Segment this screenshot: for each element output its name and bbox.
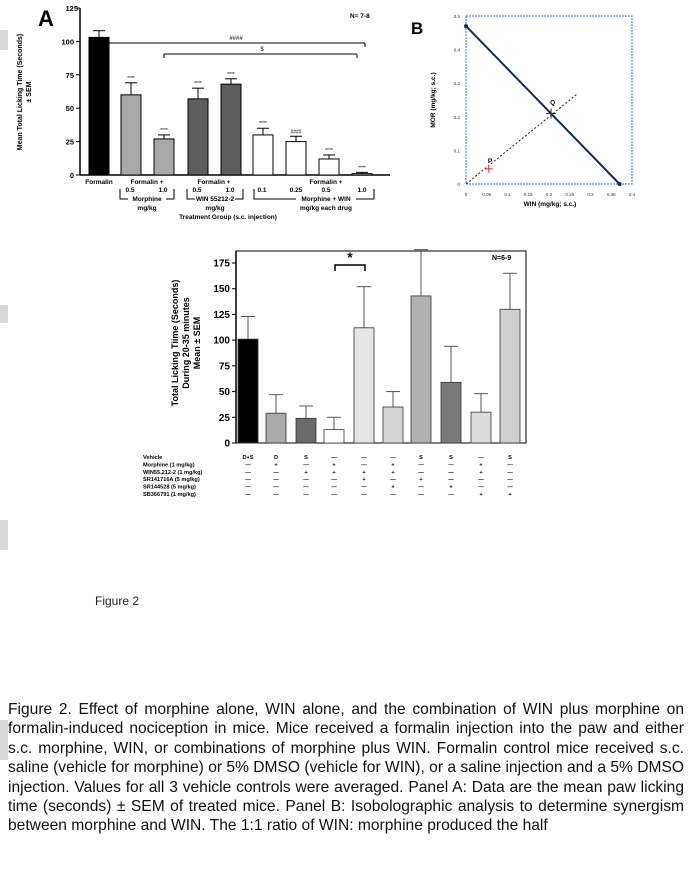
panel-a-bar-stars: **** <box>325 147 333 154</box>
panel-a-bar <box>319 159 339 175</box>
group-morphine-dose-1: 0.5 <box>125 187 135 194</box>
panel-c-cell: — <box>245 462 251 469</box>
panel-c-row-label: Morphine (1 mg/kg) <box>143 462 195 469</box>
panel-a-bar-stars: **** <box>127 75 135 82</box>
panel-c-bar <box>238 339 258 443</box>
panel-c-cell: — <box>478 484 484 491</box>
group-formalin-label: Formalin <box>85 179 113 186</box>
panel-c-cell: + <box>419 477 423 484</box>
panel-c-cell: — <box>478 455 484 461</box>
panel-c-cell: — <box>390 477 396 484</box>
panel-a-bar <box>221 84 241 175</box>
panel-c-bar <box>471 412 491 443</box>
panel-c-ytick-label: 100 <box>213 335 230 347</box>
point-p-label: P <box>487 157 493 165</box>
panel-c-cell: — <box>418 492 424 498</box>
panel-c-cell: — <box>448 462 454 469</box>
panel-c-cell: + <box>479 462 483 469</box>
panel-c-cell: — <box>507 469 513 476</box>
panel-c-cell: + <box>304 469 308 476</box>
panel-c-chart <box>100 240 550 520</box>
group-combo-sub: Morphine + WIN <box>301 196 351 203</box>
panel-b-ytick-label: 0.5 <box>453 14 460 19</box>
panel-c-cell: — <box>448 469 454 476</box>
panel-c-cell: + <box>479 492 483 498</box>
panel-b-ytick-label: 0.4 <box>453 47 460 53</box>
panel-c-cell: — <box>331 484 337 491</box>
panel-c-cell: + <box>391 462 395 469</box>
panel-c-cell: D <box>273 455 279 461</box>
group-combo-dose-3: 0.5 <box>321 187 331 194</box>
panel-c-cell: — <box>507 477 513 484</box>
panel-c-bar <box>500 309 520 443</box>
panel-a-n-label: N= 7-8 <box>350 13 370 20</box>
panel-c-cell: — <box>418 484 424 491</box>
panel-a-xlabel: Treatment Group (s.c. injection) <box>179 214 277 221</box>
panel-c-bar <box>324 430 344 443</box>
panel-a-label: A <box>38 6 54 31</box>
panel-c-cell: + <box>362 469 366 476</box>
panel-c-cell: — <box>245 477 251 484</box>
panel-c-bar <box>266 413 286 443</box>
panel-a-sig-top: #### <box>229 36 243 42</box>
panel-c-cell: + <box>362 477 366 484</box>
panel-c-cell: — <box>390 492 396 498</box>
panel-a-ytick-label: 100 <box>61 37 74 47</box>
group-morphine-sub: Morphine <box>132 196 162 203</box>
left-edge-mark <box>0 720 8 760</box>
panel-c-cell: + <box>391 469 395 476</box>
panel-a-bar-stars: **** <box>194 81 202 88</box>
panel-c-cell: S <box>419 455 423 461</box>
panel-c-n-label: N=6-9 <box>492 255 512 262</box>
panel-a-ytick-label: 25 <box>65 137 74 147</box>
panel-b-xtick-label: 0.4 <box>628 192 636 197</box>
panel-a-bar <box>89 37 109 175</box>
panel-b-label: B <box>411 19 424 38</box>
figure-label: Figure 2 <box>95 594 140 608</box>
panel-c-cell: + <box>274 462 278 469</box>
panel-c-bar <box>441 382 461 443</box>
panel-b-xtick-label: 0.1 <box>504 192 511 197</box>
panel-a-ytick-label: 0 <box>69 171 74 180</box>
panel-a-bar <box>154 139 174 175</box>
panel-c-cell: — <box>418 462 424 469</box>
panel-c-ylabel-range: During 20-35 minutes <box>181 297 191 389</box>
panel-a-bar <box>121 95 141 175</box>
left-edge-mark <box>0 305 8 323</box>
panel-a-ytick-label: 50 <box>65 104 74 114</box>
group-combo-title: Formalin + <box>309 179 343 186</box>
panel-c-bar <box>296 418 316 443</box>
panel-c-cell: S <box>304 455 308 461</box>
panel-c-cell: — <box>303 492 309 498</box>
panel-c-cell: — <box>478 477 484 484</box>
panel-b-xtick-label: 0 <box>464 192 468 197</box>
panel-c-ylabel: Total Licking Tiime (Seconds) <box>170 279 180 407</box>
panel-c-cell: + <box>332 462 336 469</box>
panel-a-bar <box>188 99 208 175</box>
group-win-title: Formalin + <box>197 179 231 186</box>
group-win-dose-2: 1.0 <box>225 187 235 194</box>
panel-c-ytick-label: 175 <box>213 258 230 270</box>
panel-c-sig-bracket <box>335 265 365 271</box>
panel-c-cell: — <box>448 492 454 498</box>
panel-b-xlabel: WIN (mg/kg; s.c.) <box>523 201 577 208</box>
panel-b-ylabel: MOR (mg/kg; s.c.) <box>430 72 437 128</box>
panel-b-ytick-label: 0.1 <box>453 148 460 154</box>
group-combo-dose-2: 0.25 <box>289 187 303 194</box>
figure-caption: Figure 2. Effect of morphine alone, WIN alone, and the combination of WIN plus morphine on formalin-induced nociception in mice. Mice received a formalin injection into the paw and either s.c. morphine, WIN, or combinations of morphine plus WIN. Formalin control mice received s.c. saline (vehicle for morphine) or 5% DMSO (vehicle for WIN), or a saline injection and a 5% DMSO injection. Values for all 3 vehicle controls were averaged. Panel A: Data are the mean paw licking time (seconds) ± SEM of treated mice. Panel B: Isobolographic analysis to determine synergism between morphine and WIN. The 1:1 ratio of WIN: morphine produced the half <box>8 701 684 835</box>
panel-c-cell: — <box>303 484 309 491</box>
panel-c-cell: — <box>361 484 367 491</box>
panel-c-cell: + <box>508 492 512 498</box>
panel-c-cell: — <box>418 469 424 476</box>
group-win-unit: mg/kg <box>205 205 225 212</box>
panel-c-sig: * <box>347 249 353 265</box>
panel-c-cell: — <box>303 477 309 484</box>
panel-b-chart <box>395 0 692 232</box>
panel-a-bar-stars: **** <box>227 71 235 78</box>
panel-c-cell: — <box>303 462 309 469</box>
panel-c-cell: — <box>273 484 279 491</box>
panel-c-ytick-label: 25 <box>218 412 230 424</box>
group-morphine-title: Formalin + <box>130 179 164 186</box>
panel-b-xtick-label: 0.3 <box>587 192 594 197</box>
panel-b-ytick-label: 0.2 <box>453 114 460 120</box>
panel-a-bar <box>253 135 273 175</box>
panel-c-cell: — <box>245 469 251 476</box>
panel-b-ytick-label: 0.3 <box>453 81 460 87</box>
left-edge-mark <box>0 520 8 550</box>
panel-c-cell: — <box>361 492 367 498</box>
panel-b-ytick-label: 0 <box>457 182 460 187</box>
panel-c-ylabel-sem: Mean ± SEM <box>192 316 202 370</box>
panel-c-cell: + <box>479 469 483 476</box>
panel-c-cell: — <box>361 455 367 461</box>
group-combo-dose-1: 0.1 <box>257 187 267 194</box>
panel-a-bar <box>286 142 306 175</box>
panel-c-cell: — <box>448 477 454 484</box>
panel-a-chart <box>0 0 400 232</box>
panel-c-row-label: SB366791 (1 mg/kg) <box>143 492 196 498</box>
panel-c-cell: — <box>390 455 396 461</box>
panel-c-cell: S <box>449 455 453 461</box>
panel-c-cell: — <box>245 492 251 498</box>
panel-c-ytick-label: 75 <box>218 361 230 373</box>
theoretical-dashed-line <box>466 93 578 184</box>
panel-c-cell: — <box>507 462 513 469</box>
panel-c-cell: — <box>245 484 251 491</box>
panel-a-sig-mid: $ <box>260 47 264 53</box>
panel-c-ytick-label: 0 <box>224 438 230 450</box>
panel-c-cell: — <box>273 492 279 498</box>
panel-c-cell: — <box>361 462 367 469</box>
panel-a-bar-stars: **** <box>160 127 168 134</box>
panel-c-row-label: WIN55,212-2 (1 mg/kg) <box>143 469 203 476</box>
panel-c-cell: — <box>331 455 337 461</box>
panel-c-cell: D+S <box>242 455 254 461</box>
panel-b-xtick-label: 0.15 <box>523 192 533 197</box>
panel-c-cell: — <box>507 484 513 491</box>
panel-c-cell: — <box>331 492 337 498</box>
panel-a-ytick-label: 125 <box>65 4 78 13</box>
panel-a-bar-stars: #### <box>290 129 302 136</box>
panel-c-cell: S <box>508 455 512 461</box>
panel-c-cell: + <box>449 484 453 491</box>
group-combo-dose-4: 1.0 <box>357 187 367 194</box>
group-win-dose-1: 0.5 <box>192 187 202 194</box>
panel-b-xtick-label: 0.05 <box>482 192 492 197</box>
panel-c-row-label: SR141716A (5 mg/kg) <box>143 477 200 484</box>
panel-a-bar-stars: **** <box>358 165 366 172</box>
panel-c-cell: + <box>332 469 336 476</box>
panel-b-xtick-label: 0.25 <box>565 192 575 197</box>
panel-c-ytick-label: 50 <box>218 387 230 399</box>
panel-c-bar <box>411 296 431 443</box>
panel-c-cell: — <box>273 469 279 476</box>
panel-c-bar <box>354 328 374 443</box>
panel-c-bar <box>383 407 403 443</box>
panel-a-ylabel: Mean Total Licking Time (Seconds) <box>17 33 24 151</box>
point-q-label: Q <box>550 99 556 107</box>
group-win-sub: WIN 55212-2 <box>195 196 235 203</box>
panel-c-cell: — <box>273 477 279 484</box>
panel-a-ytick-label: 75 <box>65 70 74 80</box>
panel-b-endpoint <box>618 182 622 186</box>
panel-a-bar <box>352 174 372 175</box>
group-combo-unit: mg/kg each drug <box>299 205 353 212</box>
panel-c-cell: + <box>391 484 395 491</box>
panel-b-endpoint <box>464 24 468 28</box>
panel-a-ylabel-sem: ± SEM <box>26 81 33 103</box>
panel-b-xtick-label: 0.35 <box>606 192 616 197</box>
panel-a-bar-stars: **** <box>259 121 267 128</box>
group-morphine-unit: mg/kg <box>137 205 157 212</box>
panel-c-ytick-label: 150 <box>213 284 230 296</box>
panel-c-row-label: Vehicle <box>143 455 163 461</box>
group-morphine-dose-2: 1.0 <box>158 187 168 194</box>
panel-c-cell: — <box>331 477 337 484</box>
panel-b-xtick-label: 0.2 <box>545 192 553 197</box>
panel-c-row-label: SR144528 (5 mg/kg) <box>143 484 196 491</box>
panel-c-ytick-label: 125 <box>213 309 230 321</box>
